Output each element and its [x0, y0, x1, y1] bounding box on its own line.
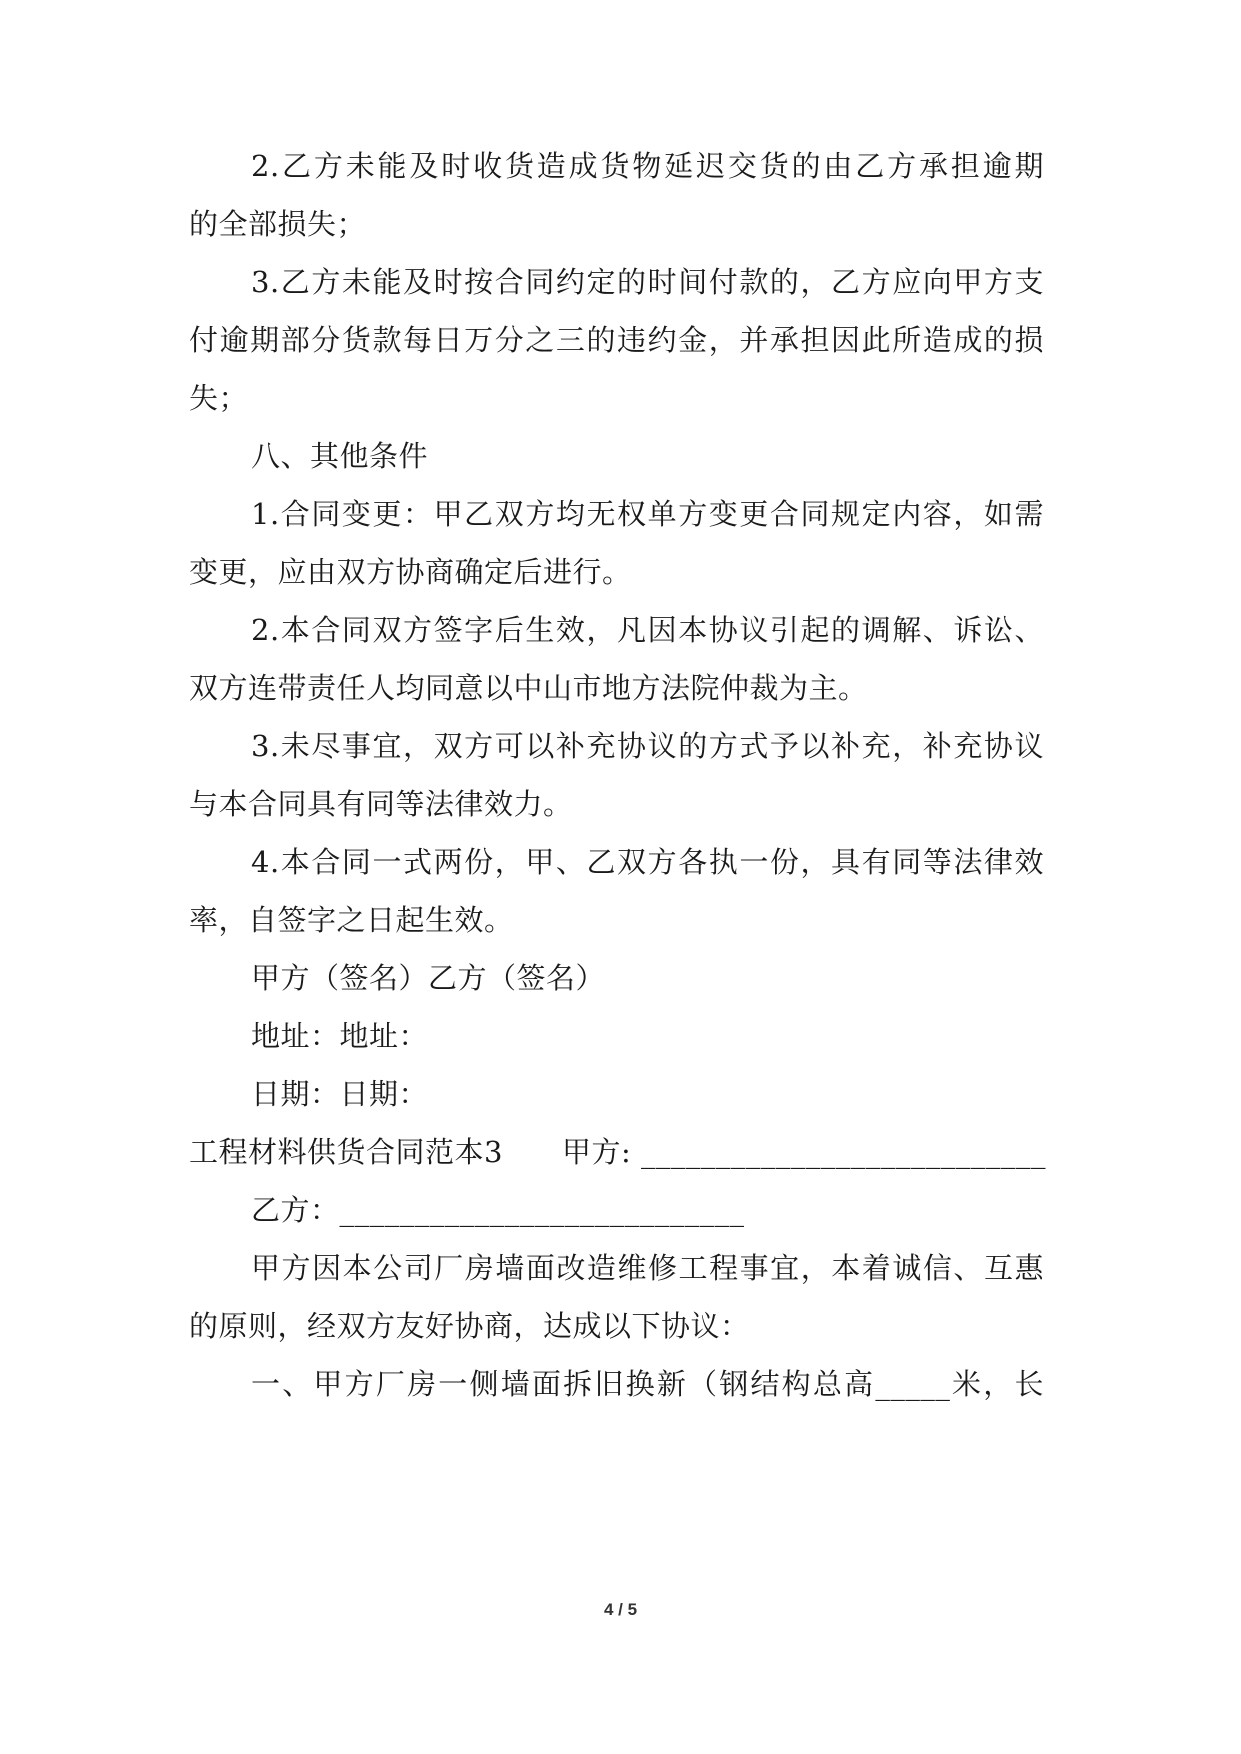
clause-7-3-line-1: 3.乙方未能及时按合同约定的时间付款的，乙方应向甲方支 — [251, 265, 1044, 299]
clause-8-4-line-2: 率，自签字之日起生效。 — [189, 903, 514, 937]
preamble-line-1: 甲方因本公司厂房墙面改造维修工程事宜，本着诚信、互惠 — [251, 1251, 1044, 1285]
clause-8-4-line-1: 4.本合同一式两份，甲、乙双方各执一份，具有同等法律效 — [251, 845, 1044, 879]
clause-8-2-line-1: 2.本合同双方签字后生效，凡因本协议引起的调解、诉讼、 — [251, 613, 1044, 647]
clause-8-2-line-2: 双方连带责任人均同意以中山市地方法院仲裁为主。 — [189, 671, 868, 705]
clause-8-3-line-1: 3.未尽事宜，双方可以补充协议的方式予以补充，补充协议 — [251, 729, 1044, 763]
date-line: 日期：日期： — [251, 1077, 429, 1111]
clause-7-3-line-2: 付逾期部分货款每日万分之三的违约金，并承担因此所造成的损 — [189, 323, 1044, 357]
address-line: 地址：地址： — [251, 1019, 429, 1053]
clause-7-3-line-3: 失； — [189, 381, 249, 415]
clause-7-2-line-1: 2.乙方未能及时收货造成货物延迟交货的由乙方承担逾期 — [251, 149, 1044, 183]
clause-8-3-line-2: 与本合同具有同等法律效力。 — [189, 787, 573, 821]
clause-7-2-line-2: 的全部损失； — [189, 207, 367, 241]
signature-line: 甲方（签名）乙方（签名） — [251, 961, 606, 995]
party-b-line: 乙方：___________________________ — [251, 1193, 745, 1227]
page-number: 4 / 5 — [603, 1600, 638, 1619]
section-8-heading: 八、其他条件 — [251, 439, 429, 473]
preamble-line-2: 的原则，经双方友好协商，达成以下协议： — [189, 1309, 750, 1343]
article-1-line-1: 一、甲方厂房一侧墙面拆旧换新（钢结构总高_____米，长 — [251, 1367, 1044, 1401]
clause-8-1-line-1: 1.合同变更：甲乙双方均无权单方变更合同规定内容，如需 — [251, 497, 1044, 531]
contract-3-title-line: 工程材料供货合同范本3 甲方: ___________________________ — [189, 1135, 1046, 1169]
clause-8-1-line-2: 变更，应由双方协商确定后进行。 — [189, 555, 632, 589]
